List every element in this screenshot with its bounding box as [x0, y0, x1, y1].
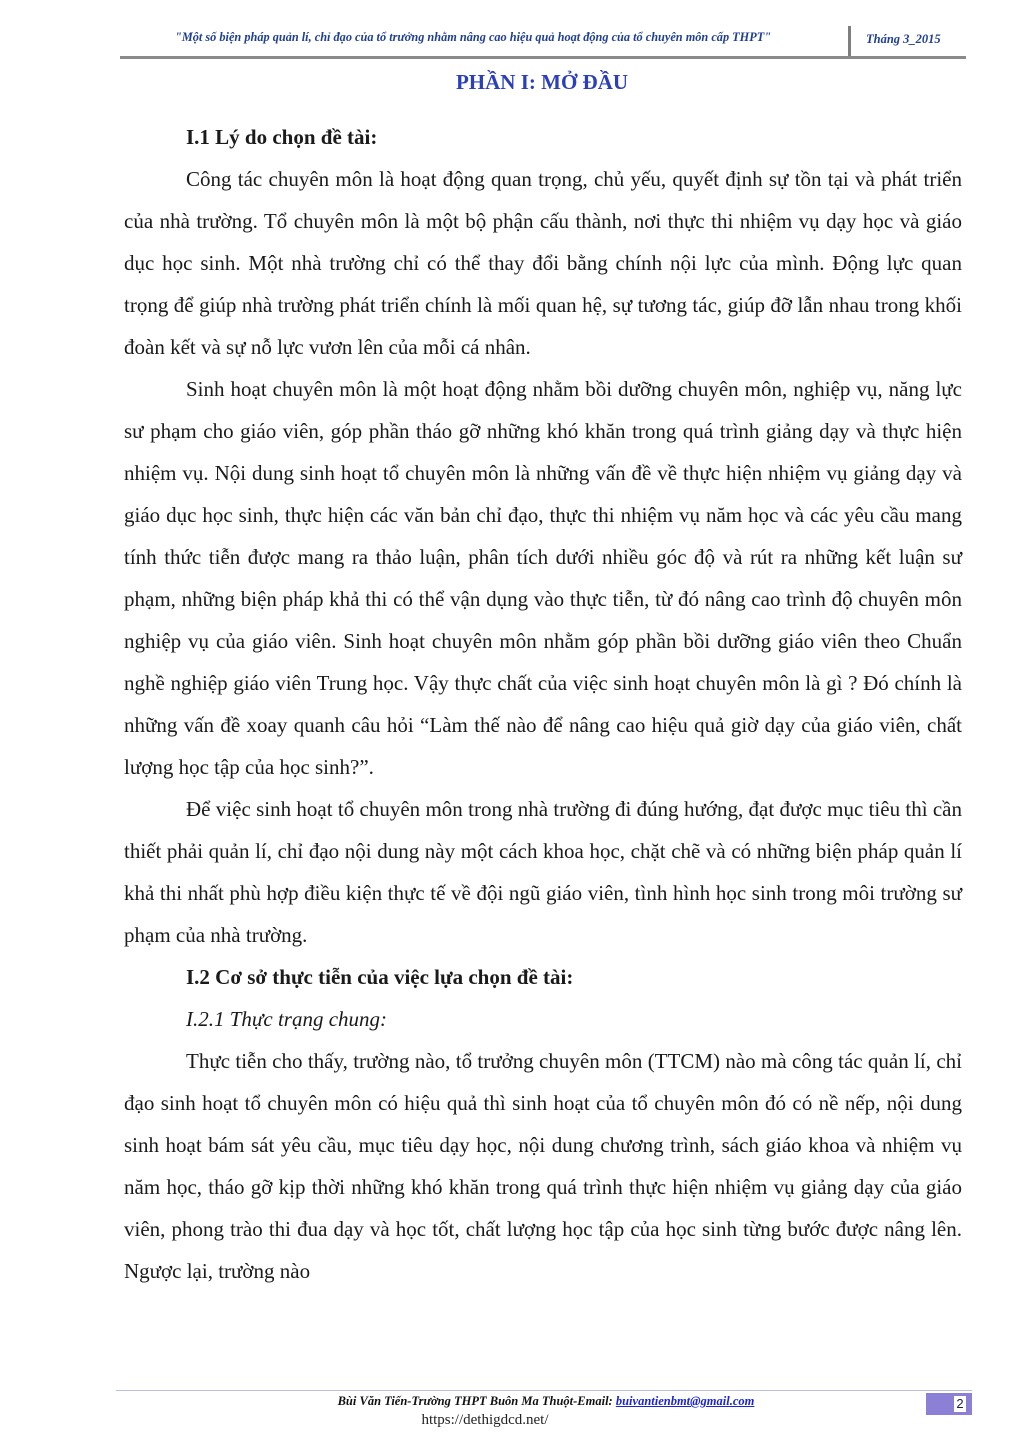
document-body: [124, 116, 962, 1292]
footer-rule: [116, 1390, 972, 1391]
footer-author: Bùi Văn Tiến-Trường THPT Buôn Ma Thuột-Email:: [337, 1394, 616, 1408]
header-title: "Một số biện pháp quản lí, chỉ đạo của tổ trưởng nhằm nâng cao hiệu quả hoạt động của tổ chuyên môn cấp THPT": [175, 30, 772, 44]
header-rule: [120, 56, 966, 59]
paragraph-3: Để việc sinh hoạt tổ chuyên môn trong nhà trường đi đúng hướng, đạt được mục tiêu thì cần thiết phải quản lí, chỉ đạo nội dung này một cách khoa học, chặt chẽ và có những biện pháp quản lí khả thi nhất phù hợp điều kiện thực tế về đội ngũ giáo viên, tình hình học sinh trong môi trường sư phạm của nhà trường.: [124, 797, 962, 947]
paragraph-1: Công tác chuyên môn là hoạt động quan trọng, chủ yếu, quyết định sự tồn tại và phát triển của nhà trường. Tổ chuyên môn là một bộ phận cấu thành, nơi thực thi nhiệm vụ dạy học và giáo dục học sinh. Một nhà trường chỉ có thể thay đổi bằng chính nội lực của mình. Động lực quan trọng để giúp nhà trường phát triển chính là mối quan hệ, sự tương tác, giúp đỡ lẫn nhau trong khối đoàn kết và sự nỗ lực vươn lên của mỗi cá nhân.: [124, 167, 962, 359]
header-separator: [848, 26, 851, 56]
subsection-heading: I.2.1 Thực trạng chung:: [186, 1007, 388, 1031]
header-date: Tháng 3_2015: [866, 32, 941, 46]
footer-email-link[interactable]: buivantienbmt@gmail.com: [615, 1394, 755, 1408]
site-url[interactable]: https://dethigdcd.net/: [421, 1412, 549, 1428]
page-header: [120, 26, 966, 56]
paragraph-2: Sinh hoạt chuyên môn là một hoạt động nhằm bồi dưỡng chuyên môn, nghiệp vụ, năng lực sư phạm cho giáo viên, góp phần tháo gỡ những khó khăn trong quá trình giảng dạy và thực hiện nhiệm vụ. Nội dung sinh hoạt tổ chuyên môn là những vấn đề về thực hiện nhiệm vụ giảng dạy và giáo dục học sinh, thực hiện các văn bản chỉ đạo, thực thi nhiệm vụ năm học và các yêu cầu mang tính thức tiễn được mang ra thảo luận, phân tích dưới nhiều góc độ và rút ra những kết luận sư phạm, những biện pháp khả thi có thể vận dụng vào thực tiễn, từ đó nâng cao trình độ chuyên môn nghiệp vụ của giáo viên. Sinh hoạt chuyên môn nhằm góp phần bồi dưỡng giáo viên theo Chuẩn nghề nghiệp giáo viên Trung học. Vậy thực chất của việc sinh hoạt chuyên môn là gì ? Đó chính là những vấn đề xoay quanh câu hỏi “Làm thế nào để nâng cao hiệu quả giờ dạy của giáo viên, chất lượng học tập của học sinh?”.: [124, 377, 962, 779]
part-title: PHẦN I: MỞ ĐẦU: [455, 70, 629, 94]
section-heading-2: I.2 Cơ sở thực tiễn của việc lựa chọn đề tài:: [186, 965, 574, 989]
paragraph-4: Thực tiễn cho thấy, trường nào, tổ trưởng chuyên môn (TTCM) nào mà công tác quản lí, chỉ đạo sinh hoạt tổ chuyên môn có hiệu quả thì sinh hoạt của tổ chuyên môn đó có nề nếp, nội dung sinh hoạt bám sát yêu cầu, mục tiêu dạy học, nội dung chương trình, sách giáo khoa và nhiệm vụ năm học, tháo gỡ kịp thời những khó khăn trong quá trình thực hiện nhiệm vụ giảng dạy của giáo viên, phong trào thi đua dạy và học tốt, chất lượng học tập của học sinh từng bước được nâng lên. Ngược lại, trường nào: [124, 1049, 962, 1283]
section-heading-1: I.1 Lý do chọn đề tài:: [186, 125, 378, 149]
page-number: 2: [954, 1396, 966, 1412]
page-footer: [0, 1394, 1024, 1409]
